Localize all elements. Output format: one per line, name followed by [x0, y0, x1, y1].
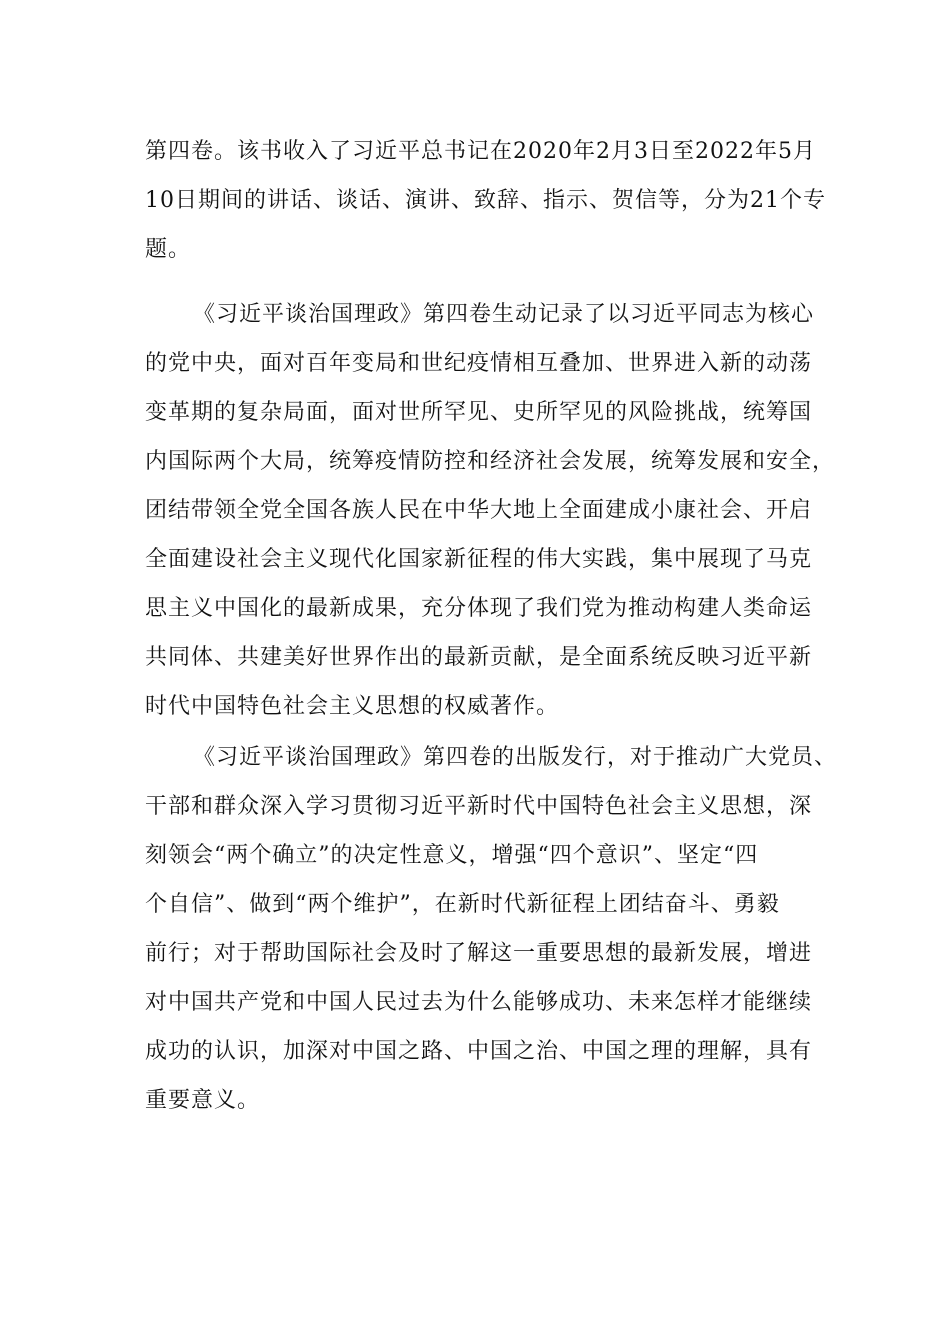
paragraph-line: 思主义中国化的最新成果，充分体现了我们党为推动构建人类命运: [145, 596, 813, 621]
paragraph-line: 《习近平谈治国理政》第四卷生动记录了以习近平同志为核心: [193, 302, 815, 327]
paragraph-line: 10日期间的讲话、谈话、演讲、致辞、指示、贺信等，分为21个专: [145, 188, 826, 213]
paragraph-line: 重要意义。: [145, 1088, 261, 1113]
paragraph-line: 内国际两个大局，统筹疫情防控和经济社会发展，统筹发展和安全，: [145, 449, 836, 474]
paragraph-line: 干部和群众深入学习贯彻习近平新时代中国特色社会主义思想，深: [145, 794, 813, 819]
paragraph-line: 题。: [145, 237, 192, 262]
paragraph-line: 共同体、共建美好世界作出的最新贡献，是全面系统反映习近平新: [145, 645, 813, 670]
paragraph-line: 全面建设社会主义现代化国家新征程的伟大实践，集中展现了马克: [145, 547, 813, 572]
paragraph-line: 的党中央，面对百年变局和世纪疫情相互叠加、世界进入新的动荡: [145, 351, 813, 376]
paragraph-line: 成功的认识，加深对中国之路、中国之治、中国之理的理解，具有: [145, 1039, 813, 1064]
paragraph-line: 时代中国特色社会主义思想的权威著作。: [145, 694, 560, 719]
paragraph-line: 对中国共产党和中国人民过去为什么能够成功、未来怎样才能继续: [145, 990, 813, 1015]
paragraph-line: 第四卷。该书收入了习近平总书记在2020年2月3日至2022年5月: [145, 139, 816, 164]
paragraph-line: 个自信”、做到“两个维护”，在新时代新征程上团结奋斗、勇毅: [145, 892, 780, 917]
paragraph-line: 团结带领全党全国各族人民在中华大地上全面建成小康社会、开启: [145, 498, 813, 523]
paragraph-line: 刻领会“两个确立”的决定性意义，增强“四个意识”、坚定“四: [145, 843, 759, 868]
paragraph-line: 《习近平谈治国理政》第四卷的出版发行，对于推动广大党员、: [193, 745, 838, 770]
paragraph-line: 变革期的复杂局面，面对世所罕见、史所罕见的风险挑战，统筹国: [145, 400, 813, 425]
paragraph-line: 前行；对于帮助国际社会及时了解这一重要思想的最新发展，增进: [145, 941, 813, 966]
